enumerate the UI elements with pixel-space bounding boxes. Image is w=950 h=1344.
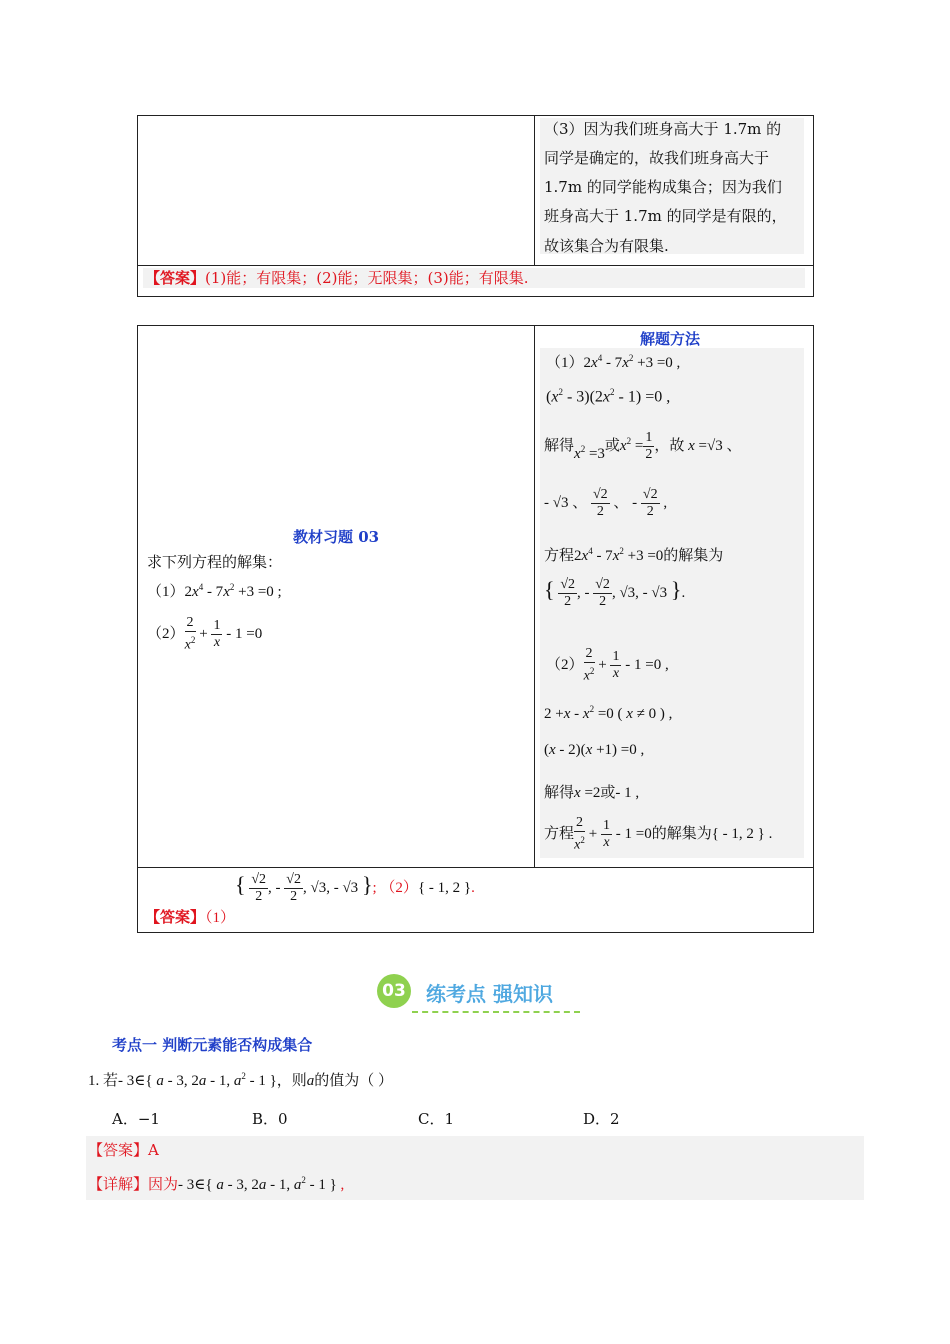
problem-2: （2） $\frac{2}{x^2}$ + $\frac{1}{x}$ - 1 =0 (147, 615, 263, 653)
question-number: 1. (88, 1073, 100, 1089)
solution-line: 1.7m 的同学能构成集合；因为我们 (544, 178, 782, 196)
detail-prefix: 因为 (148, 1177, 179, 1193)
sol2-set-suffix: 的解集为 (651, 825, 712, 842)
sol-2-roots: 解得x =2或- 1 , (544, 785, 640, 801)
question-suffix: ，则 (276, 1073, 307, 1089)
question-prefix: 若 (103, 1073, 119, 1089)
option-b: B．0 (252, 1110, 288, 1128)
sol-1-set: { $\frac{√2}{2}$ , - $\frac{√2}{2}$ , √3, - √3 }. (544, 577, 686, 610)
problem-intro: 求下列方程的解集： (147, 553, 283, 571)
solution-line: 故该集合为有限集. (544, 237, 669, 255)
sol2-or: 或 (600, 785, 616, 801)
sol-1-roots: 解得$x^2 =3$或$x^2$ = $\frac{1}{2}$ ，故 x =√3 、 (544, 430, 742, 462)
sol2-solve-prefix: 解得 (544, 785, 575, 801)
solution-line: 班身高大于 1.7m 的同学是有限的， (544, 207, 787, 225)
question-stem: 1. 若- 3∈{ a - 3, 2a - 1, $a^2 - 1$ }，则a的值为（ ） (88, 1071, 394, 1089)
sol-solve-prefix: 解得 (544, 437, 575, 454)
problem-title: 教材习题 03 (293, 528, 380, 546)
sol-set-suffix: 的解集为 (663, 548, 724, 564)
banner-badge: 03 (377, 974, 411, 1008)
sol2-set-prefix: 方程 (544, 825, 575, 842)
detail-label: 【详解】 (88, 1177, 149, 1193)
answer-label: 【答案】 (145, 269, 206, 287)
sol-1-factor: $(x^2 - 3)(2x^2 - 1) =0$ , (546, 387, 671, 406)
question-end: 的值为（ ） (314, 1073, 394, 1089)
table-1-answer (145, 267, 529, 288)
answer-text: (1)能；有限集；(2)能；无限集；(3)能；有限集. (205, 269, 529, 287)
sol-2-label: （2） (546, 656, 584, 673)
problem-1: $(1)2x^4 - 7x^2 +3 =0$ ; (147, 582, 282, 600)
question-detail: 【详解】因为- 3∈{ a - 3, 2a - 1, $a^2 - 1$ } , (88, 1175, 345, 1193)
sol-1-set-text: 方程$2x^4 - 7x^2 +3 =0$的解集为 (544, 546, 724, 564)
solution-line: 同学是确定的，故我们班身高大于 (544, 149, 770, 167)
answer-label: 【答案】 (88, 1141, 149, 1159)
table-2-answer: 【答案】（1）{ $\frac{√2}{2}$ , - $\frac{√2}{2}$ , √3, - √3 }; （2）{ - 1, 2 }. (145, 872, 475, 926)
sol-therefore: ，故 (654, 437, 685, 454)
solution-line: （3）因为我们班身高大于 1.7m 的 (544, 120, 782, 138)
option-c: C．1 (418, 1110, 455, 1128)
problem-2-label: （2） (147, 625, 185, 642)
answer-2-label: （2） (380, 880, 418, 896)
sol-2-set: 方程 $\frac{2}{x^2}$ + $\frac{1}{x}$ - 1 =0的解集为{ - 1, 2 } . (544, 815, 773, 853)
question-answer (88, 1139, 159, 1160)
method-title: 解题方法 (640, 330, 701, 348)
sol-1-roots-cont: - √3 、 $\frac{√2}{2}$ 、 - $\frac{√2}{2}$ , (544, 487, 668, 519)
sol-2-poly: $2 +x - x^2 =0$ ( x ≠ 0 ) , (544, 704, 673, 722)
table-2-divider (534, 325, 535, 868)
sol-1-label: （1） (546, 355, 584, 371)
sol-or: 或 (604, 437, 620, 454)
option-a: A．−1 (112, 1110, 160, 1128)
answer-label: 【答案】 (145, 910, 206, 926)
table-2-row-divider (137, 867, 814, 868)
sol-2-eq: （2） $\frac{2}{x^2}$ + $\frac{1}{x}$ - 1 =0 , (546, 646, 669, 684)
section-heading: 考点一 判断元素能否构成集合 (112, 1036, 313, 1054)
option-d: D．2 (583, 1110, 620, 1128)
banner-underline (412, 1011, 580, 1013)
answer-1-label: （1） (205, 910, 236, 926)
problem-1-label: （1） (147, 584, 185, 600)
banner-title: 练考点 强知识 (426, 982, 553, 1006)
answer-value: A (148, 1141, 159, 1159)
sol-2-factor: (x - 2)(x +1) =0 , (544, 742, 645, 758)
sol-set-prefix: 方程 (544, 548, 575, 564)
sol-1-eq: $(1)2x^4 - 7x^2 +3 =0$ , (546, 353, 681, 371)
table-1-row-divider (137, 265, 814, 266)
table-1-divider (534, 115, 535, 265)
